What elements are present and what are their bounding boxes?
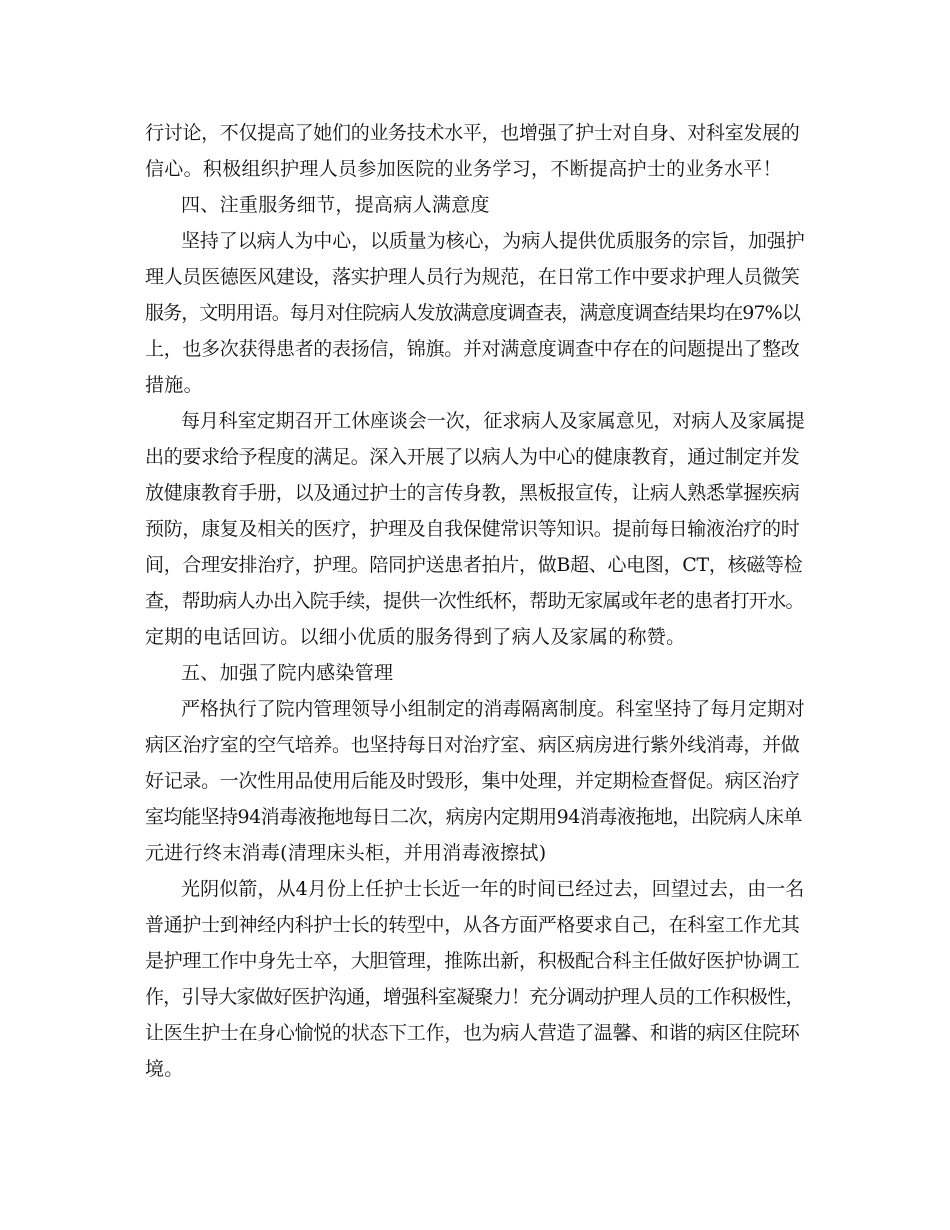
text-line: 光阴似箭，从4月份上任护士长近一年的时间已经过去，回望过去，由一名 (181, 878, 805, 900)
text-line: 好记录。一次性用品使用后能及时毁形，集中处理，并定期检查督促。病区治疗 (145, 770, 800, 792)
text-line: 让医生护士在身心愉悦的状态下工作，也为病人营造了温馨、和谐的病区住院环 (145, 1022, 800, 1044)
text-line: 行讨论，不仅提高了她们的业务技术水平，也增强了护士对自身、对科室发展的 (145, 122, 800, 144)
text-line: 查，帮助病人办出入院手续，提供一次性纸杯，帮助无家属或年老的患者打开水。 (145, 590, 804, 612)
text-line: 是护理工作中身先士卒，大胆管理，推陈出新，积极配合科主任做好医护协调工 (145, 950, 800, 972)
text-line: 五、加强了院内感染管理 (181, 662, 394, 684)
text-line: 预防，康复及相关的医疗，护理及自我保健常识等知识。提前每日输液治疗的时 (145, 518, 800, 540)
text-line: 理人员医德医风建设，落实护理人员行为规范，在日常工作中要求护理人员微笑 (145, 266, 800, 288)
text-line: 上，也多次获得患者的表扬信，锦旗。并对满意度调查中存在的问题提出了整改 (145, 338, 800, 360)
text-line: 室均能坚持94消毒液拖地每日二次，病房内定期用94消毒液拖地，出院病人床单 (145, 806, 802, 828)
text-line: 坚持了以病人为中心，以质量为核心，为病人提供优质服务的宗旨，加强护 (181, 230, 805, 252)
text-line: 定期的电话回访。以细小优质的服务得到了病人及家属的称赞。 (145, 626, 686, 648)
text-line: 病区治疗室的空气培养。也坚持每日对治疗室、病区病房进行紫外线消毒，并做 (145, 734, 800, 756)
text-line: 每月科室定期召开工休座谈会一次，征求病人及家属意见，对病人及家属提 (181, 410, 805, 432)
text-line: 四、注重服务细节，提高病人满意度 (181, 194, 490, 216)
text-line: 作，引导大家做好医护沟通，增强科室凝聚力！充分调动护理人员的工作积极性， (145, 986, 804, 1008)
text-line: 信心。积极组织护理人员参加医院的业务学习，不断提高护士的业务水平！ (145, 158, 782, 180)
text-line: 普通护士到神经内科护士长的转型中，从各方面严格要求自己，在科室工作尤其 (145, 914, 800, 936)
text-line: 境。 (145, 1058, 184, 1080)
text-line: 措施。 (145, 374, 203, 396)
text-line: 严格执行了院内管理领导小组制定的消毒隔离制度。科室坚持了每月定期对 (181, 698, 805, 720)
text-line: 服务，文明用语。每月对住院病人发放满意度调查表，满意度调查结果均在97%以 (145, 302, 800, 324)
text-line: 出的要求给予程度的满足。深入开展了以病人为中心的健康教育，通过制定并发 (145, 446, 800, 468)
text-line: 放健康教育手册，以及通过护士的言传身教，黑板报宣传，让病人熟悉掌握疾病 (145, 482, 800, 504)
text-line: 间，合理安排治疗，护理。陪同护送患者拍片，做B超、心电图，CT，核磁等检 (145, 554, 803, 576)
text-line: 元进行终末消毒(清理床头柜，并用消毒液擦拭) (145, 842, 547, 864)
body-text (145, 115, 805, 1087)
